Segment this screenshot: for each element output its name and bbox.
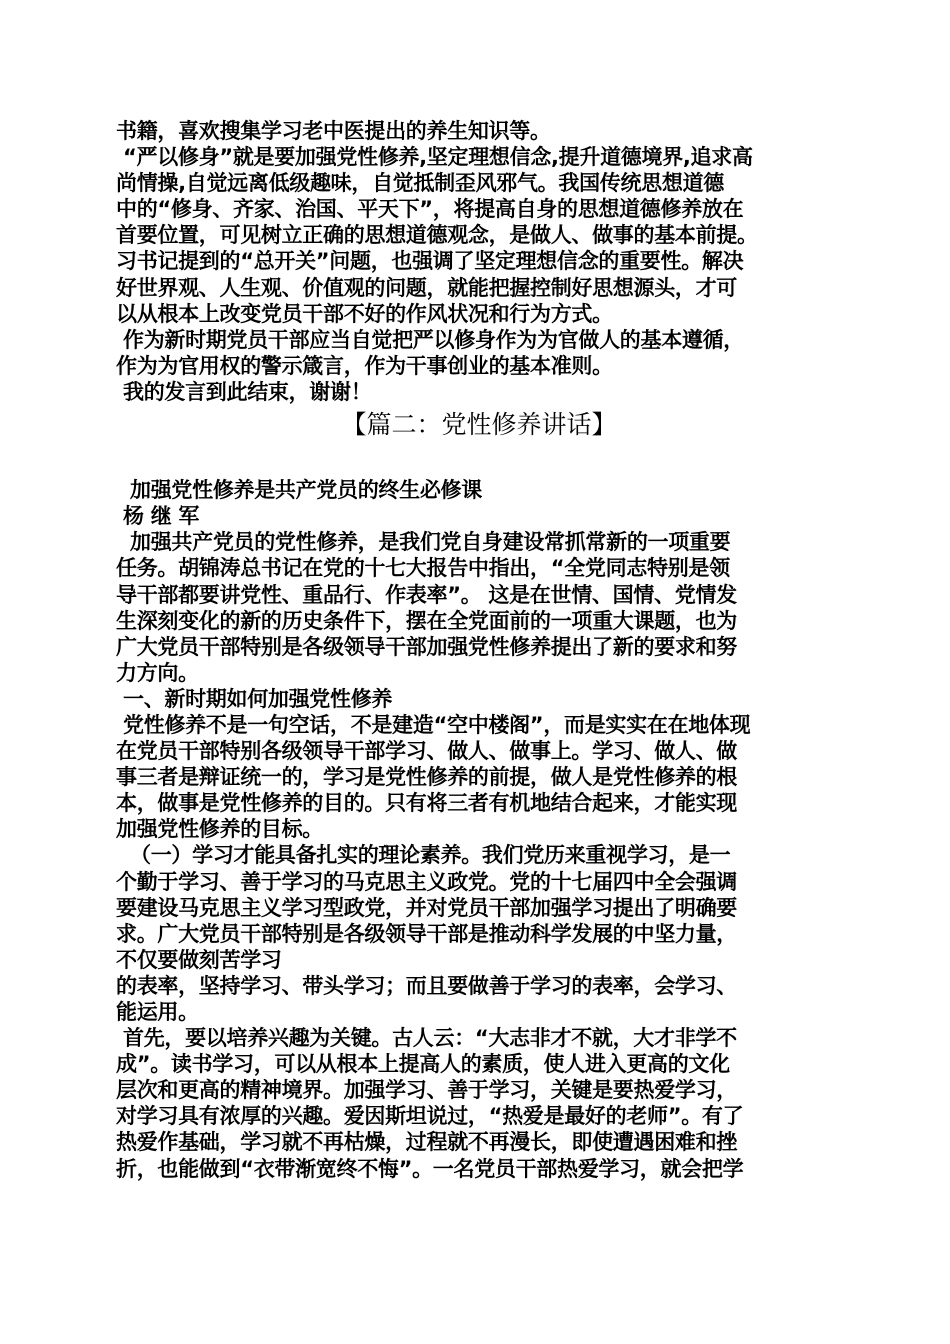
paragraph-line: 生深刻变化的新的历史条件下，摆在全党面前的一项重大课题，也为: [116, 608, 737, 633]
closing-line: 我的发言到此结束，谢谢！: [116, 379, 372, 404]
paragraph-line: （一）学习才能具备扎实的理论素养。我们党历来重视学习，是一: [116, 843, 731, 868]
paragraph-line: 习书记提到的“总开关”问题，也强调了坚定理想信念的重要性。解决: [116, 249, 744, 274]
paragraph-line: 党性修养不是一句空话，不是建造“空中楼阁”，而是实实在在地体现: [116, 712, 751, 737]
paragraph-line: 以从根本上改变党员干部不好的作风状况和行为方式。: [116, 301, 613, 326]
paragraph-line: 书籍，喜欢搜集学习老中医提出的养生知识等。: [116, 119, 551, 143]
subheading: 一、新时期如何加强党性修养: [116, 686, 393, 711]
blank-line: [116, 451, 842, 477]
paragraph-line: 折，也能做到“衣带渐宽终不悔”。一名党员干部热爱学习，就会把学: [116, 1156, 744, 1181]
paragraph-line: 中的“修身、齐家、治国、平天下”，将提高自身的思想道德修养放在: [116, 197, 744, 222]
paragraph-line: 加强共产党员的党性修养，是我们党自身建设常抓常新的一项重要: [116, 530, 731, 555]
paragraph-line: 加强党性修养的目标。: [116, 817, 323, 842]
paragraph-line: 对学习具有浓厚的兴趣。爱因斯坦说过，“热爱是最好的老师”。有了: [116, 1104, 744, 1129]
paragraph-line: 层次和更高的精神境界。加强学习、善于学习，关键是要热爱学习，: [116, 1078, 737, 1103]
section-one: [116, 118, 842, 405]
paragraph-line: 力方向。: [116, 660, 199, 685]
paragraph-line: 成”。读书学习，可以从根本上提高人的素质，使人进入更高的文化: [116, 1052, 730, 1077]
paragraph-line: 首先，要以培养兴趣为关键。古人云：“大志非才不就，大才非学不: [116, 1026, 737, 1051]
paragraph-line: 导干部都要讲党性、重品行、作表率”。 这是在世情、国情、党情发: [116, 582, 737, 607]
paragraph-line: 不仅要做刻苦学习: [116, 947, 282, 972]
paragraph-line: 在党员干部特别各级领导干部学习、做人、做事上。学习、做人、做: [116, 739, 737, 764]
paragraph-line: 广大党员干部特别是各级领导干部加强党性修养提出了新的要求和努: [116, 634, 737, 659]
paragraph-line: “严以修身”就是要加强党性修养,坚定理想信念,提升道德境界,追求高: [116, 145, 753, 170]
paragraph-line: 要建设马克思主义学习型政党，并对党员干部加强学习提出了明确要: [116, 895, 737, 920]
paragraph-line: 能运用。: [116, 1000, 199, 1024]
paragraph-line: 热爱作基础，学习就不再枯燥，过程就不再漫长，即使遭遇困难和挫: [116, 1130, 737, 1155]
paragraph-line: 个勤于学习、善于学习的马克思主义政党。党的十七届四中全会强调: [116, 869, 737, 894]
paragraph-line: 本，做事是党性修养的目的。只有将三者有机地结合起来，才能实现: [116, 791, 737, 816]
section-two: [116, 451, 842, 1182]
paragraph-line: 作为新时期党员干部应当自觉把严以修身作为为官做人的基本遵循，: [116, 327, 745, 352]
document-page: [116, 118, 842, 1182]
paragraph-line: 求。广大党员干部特别是各级领导干部是推动科学发展的中坚力量，: [116, 921, 737, 946]
paragraph-line: 首要位置，可见树立正确的思想道德观念，是做人、做事的基本前提。: [116, 223, 758, 248]
section-heading: 【篇二：党性修养讲话】: [341, 410, 617, 440]
paragraph-line: 尚情操,自觉远离低级趣味，自觉抵制歪风邪气。我国传统思想道德: [116, 171, 724, 196]
author-name: 杨 继 军: [116, 504, 200, 529]
article-title: 加强党性修养是共产党员的终生必修课: [116, 478, 482, 503]
paragraph-line: 的表率，坚持学习、带头学习；而且要做善于学习的表率，会学习、: [116, 973, 737, 998]
paragraph-line: 任务。胡锦涛总书记在党的十七大报告中指出，“全党同志特别是领: [116, 556, 730, 581]
paragraph-line: 作为为官用权的警示箴言，作为干事创业的基本准则。: [116, 353, 613, 378]
paragraph-line: 事三者是辩证统一的，学习是党性修养的前提，做人是党性修养的根: [116, 765, 737, 790]
paragraph-line: 好世界观、人生观、价值观的问题，就能把握控制好思想源头，才可: [116, 275, 737, 300]
